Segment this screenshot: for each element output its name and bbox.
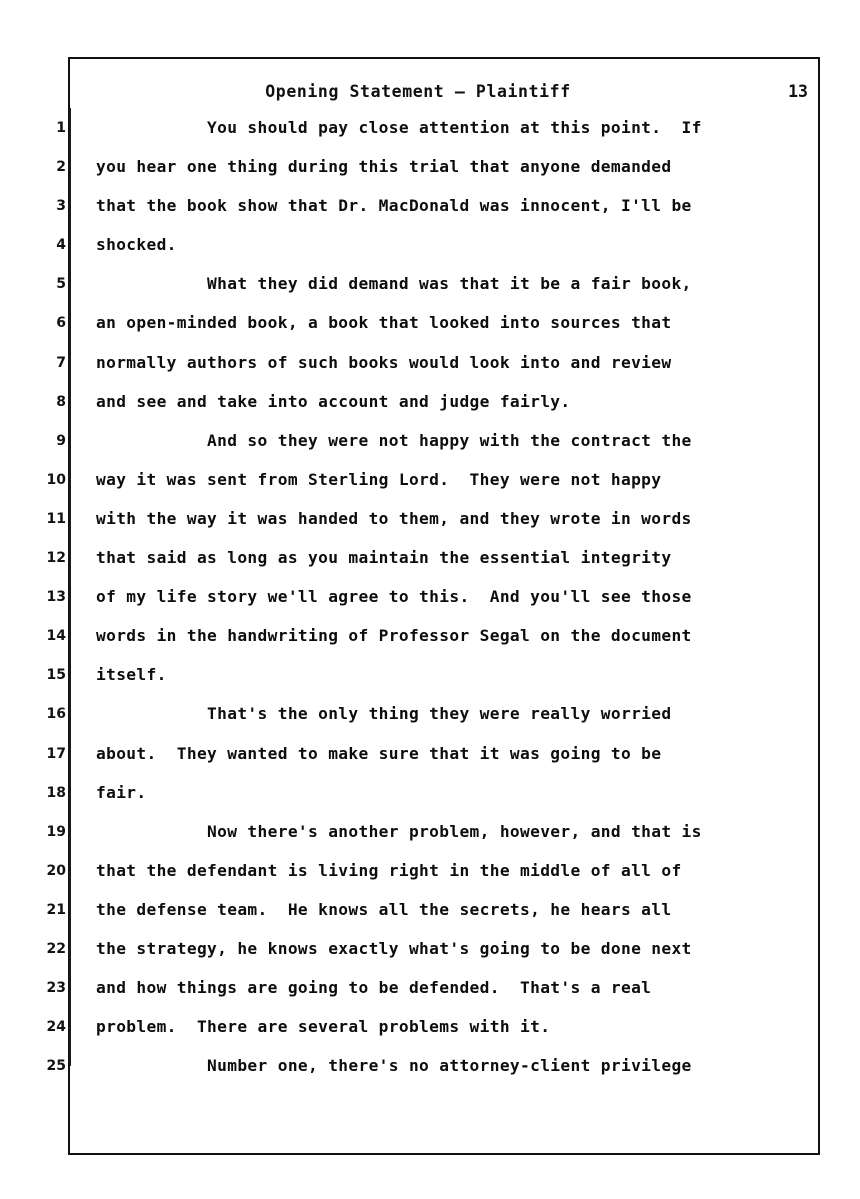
line-number: 2: [56, 159, 66, 176]
line-number: 11: [46, 510, 66, 527]
document-title: Opening Statement – Plaintiff: [265, 82, 571, 101]
transcript-line: that the defendant is living right in the middle of all of: [96, 860, 682, 880]
transcript-line: the defense team. He knows all the secrets, he hears all: [96, 899, 672, 919]
line-number: 13: [46, 589, 66, 606]
line-number: 14: [46, 628, 66, 645]
transcript-line: with the way it was handed to them, and they wrote in words: [96, 508, 692, 528]
transcript-line: an open-minded book, a book that looked into sources that: [96, 313, 672, 333]
line-number: 15: [46, 667, 66, 684]
transcript-line: that said as long as you maintain the essential integrity: [96, 548, 672, 568]
transcript-line: That's the only thing they were really worried: [96, 704, 672, 724]
transcript-line: about. They wanted to make sure that it was going to be: [96, 743, 662, 763]
line-number: 21: [46, 901, 66, 918]
transcript-line: shocked.: [96, 235, 177, 255]
line-number: 20: [46, 862, 66, 879]
line-number: 3: [56, 198, 66, 215]
transcript-line: of my life story we'll agree to this. And you'll see those: [96, 587, 692, 607]
line-number: 8: [56, 393, 66, 410]
transcript-line: words in the handwriting of Professor Segal on the document: [96, 626, 692, 646]
transcript-line: itself.: [96, 665, 167, 685]
transcript-line: What they did demand was that it be a fair book,: [96, 274, 692, 294]
line-number-column: [30, 118, 66, 1095]
line-number: 25: [46, 1058, 66, 1075]
transcript-line: and see and take into account and judge fairly.: [96, 391, 571, 411]
transcript-line: problem. There are several problems with it.: [96, 1017, 551, 1037]
line-number: 16: [46, 706, 66, 723]
page-header: [68, 82, 820, 108]
line-number: 5: [56, 276, 66, 293]
line-number: 18: [46, 784, 66, 801]
line-number: 6: [56, 315, 66, 332]
line-number: 22: [46, 940, 66, 957]
transcript-line: Number one, there's no attorney-client privilege: [96, 1056, 692, 1076]
line-number: 23: [46, 980, 66, 997]
line-number: 4: [56, 237, 66, 254]
line-number: 7: [56, 354, 66, 371]
transcript-line: And so they were not happy with the contract the: [96, 430, 692, 450]
margin-vertical-rule: [69, 108, 71, 1066]
transcript-body: [96, 118, 812, 1095]
transcript-line: way it was sent from Sterling Lord. They were not happy: [96, 469, 662, 489]
line-number: 12: [46, 550, 66, 567]
transcript-line: fair.: [96, 782, 147, 802]
line-number: 19: [46, 823, 66, 840]
transcript-line: Now there's another problem, however, and that is: [96, 821, 702, 841]
transcript-line: you hear one thing during this trial that anyone demanded: [96, 157, 672, 177]
line-number: 10: [46, 471, 66, 488]
line-number: 17: [46, 745, 66, 762]
transcript-line: that the book show that Dr. MacDonald was innocent, I'll be: [96, 196, 692, 216]
transcript-line: normally authors of such books would look into and review: [96, 352, 672, 372]
page-number: 13: [788, 82, 808, 101]
transcript-line: and how things are going to be defended. That's a real: [96, 978, 652, 998]
transcript-line: You should pay close attention at this point. If: [96, 118, 702, 137]
line-number: 9: [56, 432, 66, 449]
line-number: 24: [46, 1019, 66, 1036]
transcript-line: the strategy, he knows exactly what's going to be done next: [96, 938, 692, 958]
line-number: 1: [56, 120, 66, 136]
